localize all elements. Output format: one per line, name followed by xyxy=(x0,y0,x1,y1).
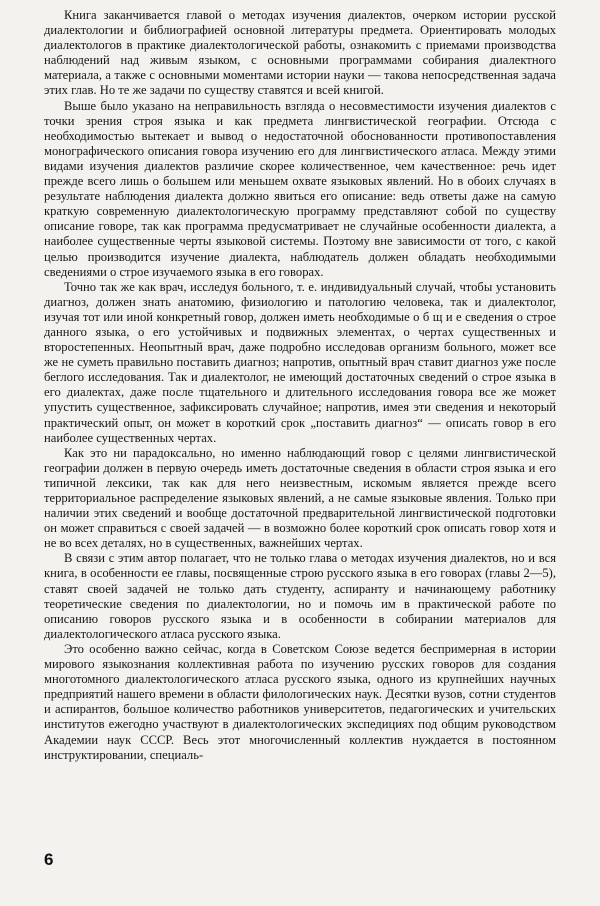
page-number: 6 xyxy=(44,850,54,869)
body-text xyxy=(44,8,556,763)
paragraph-2: Выше было указано на неправильность взгляда о несовместимости изучения диалектов с точки зрения строя языка и как предмета лингвистической географии. Отсюда с необходимостью вытекает и вывод о недостаточной обоснованности противопоставления монографического описания говора изучению его для лингвистического атласа. Между этими видами изучения диалектов различие скорее количественное, чем качественное: речь идет прежде всего лишь о большем или меньшем охвате языковых явлений. Но в обоих случаях в результате наблюдения диалекта должно явиться его описание: ведь ответы даже на самую краткую современную диалектологическую программу представляют собой по существу описание говоре, так как программа предусматривает не случайные особенности диалекта, а наиболее существенные черты языковой системы. Поэтому вне зависимости от того, с какой целью производится изучение диалекта, наблюдатель должен обладать необходимыми сведениями о строе изучаемого языка в его говорах. xyxy=(44,98,556,279)
paragraph-4: Как это ни парадоксально, но именно наблюдающий говор с целями лингвистической географии должен в первую очередь иметь достаточные сведения в области строя языка и его типичной лексики, так как для него неизвестным, искомым является прежде всего территориальное распределение языковых явлений, а не самые языковые явления. Только при наличии этих сведений и вообще достаточной предварительной лингвистической подготовки он может справиться с своей задачей — в возможно более короткий срок описать говор хотя и не во всех деталях, но в существенных, важнейших чертах. xyxy=(44,445,556,551)
paragraph-1: Книга заканчивается главой о методах изучения диалектов, очерком истории русской диалектологии и библиографией основной литературы предмета. Ориентировать молодых диалектологов в практике диалектологической работы, ознакомить с приемами производства наблюдений над живым языком, с основными программами собирания диалектного материала, а также с основными моментами истории науки — такова непосредственная задача этих глав. Но те же задачи по существу ставятся и всей книгой. xyxy=(44,8,556,98)
paragraph-5: В связи с этим автор полагает, что не только глава о методах изучения диалектов, но и вся книга, в особенности ее главы, посвященные строю русского языка в его говорах (главы 2—5), ставят своей задачей не только дать студенту, аспиранту и начинающему работнику теоретические сведения по диалектологии, но и помочь им в практической работе по описанию говоров русского языка и в особенности в собирании материалов для диалектологического атласа русского языка. xyxy=(44,551,556,641)
paragraph-6: Это особенно важно сейчас, когда в Советском Союзе ведется беспримерная в истории мирового языкознания коллективная работа по изучению русских говоров для создания многотомного диалектологического атласа русского языка, одного из крупнейших научных предприятий нашего времени в области филологических наук. Десятки вузов, сотни студентов и аспирантов, большое количество работников университетов, педагогических и учительских институтов ежегодно участвуют в диалектологических экспедициях под общим руководством Академии наук СССР. Весь этот многочисленный коллектив нуждается в постоянном инструктировании, специаль- xyxy=(44,641,556,762)
paragraph-3: Точно так же как врач, исследуя больного, т. е. индивидуальный случай, чтобы установить диагноз, должен знать анатомию, физиологию и патологию человека, так и диалектолог, изучая тот или иной конкретный говор, должен иметь необходимые о б щ и е сведения о строе данного языка, о его устойчивых и подвижных элементах, о чертах существенных и второстепенных. Неопытный врач, даже подробно исследовав организм больного, может все же не суметь правильно поставить диагноз; напротив, опытный врач ставит диагноз уже после беглого исследования. Так и диалектолог, не имеющий достаточных сведений о строе языка в его диалектах, даже после тщательного и длительного исследования говора все же может упустить существенное, зафиксировать случайное; напротив, имея эти сведения и некоторый практический опыт, он может в короткий срок „поставить диагноз“ — описать говор в его наиболее существенных чертах. xyxy=(44,279,556,445)
